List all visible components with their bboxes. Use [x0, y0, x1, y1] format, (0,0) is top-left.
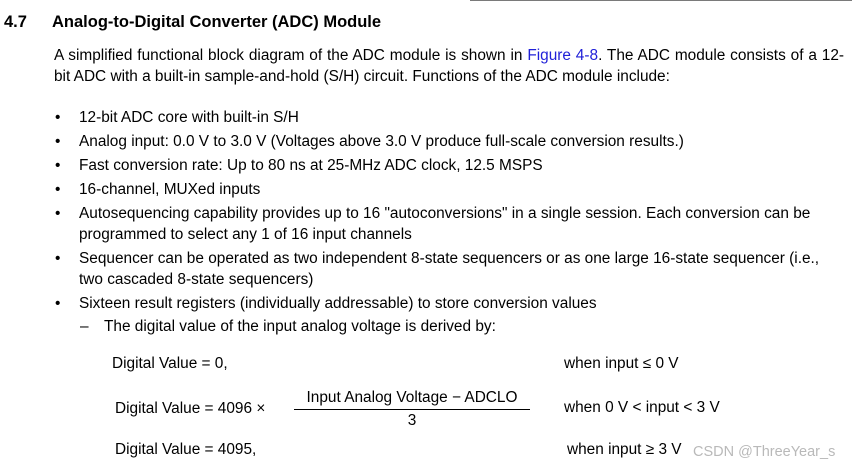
equation-1-condition: when input ≤ 0 V — [564, 355, 679, 372]
list-item — [54, 203, 844, 245]
feature-list — [54, 107, 844, 317]
list-item-text: 16-channel, MUXed inputs — [79, 181, 261, 198]
intro-text-end: . The ADC module consists of a 12-bit ADC with a built-in sample-and-hold (S/H) circuit. Functions of the ADC module include: — [54, 47, 844, 85]
sub-item-text: The digital value of the input analog voltage is derived by: — [104, 318, 496, 335]
equation-1-lhs: Digital Value = 0, — [112, 355, 228, 372]
section-number: 4.7 — [4, 13, 27, 31]
list-item — [54, 293, 844, 314]
fraction-bar — [294, 409, 530, 410]
bullet-icon: • — [55, 133, 61, 150]
list-item-text: Analog input: 0.0 V to 3.0 V (Voltages above 3.0 V produce full-scale conversion results.) — [79, 133, 684, 150]
section-heading — [4, 13, 381, 32]
dash-icon: – — [80, 318, 89, 335]
list-item — [54, 179, 844, 200]
equation-2-condition: when 0 V < input < 3 V — [564, 399, 720, 416]
equation-2-lhs: Digital Value = 4096 × — [115, 400, 266, 417]
fraction-denominator: 3 — [407, 412, 417, 429]
figure-link[interactable]: Figure 4-8 — [527, 47, 599, 64]
fraction-numerator: Input Analog Voltage − ADCLO — [306, 389, 518, 406]
list-item-text: Sequencer can be operated as two independent 8-state sequencers or as one large 16-state sequencer (i.e., two cascaded 8-state sequencers) — [79, 250, 820, 288]
list-item — [54, 131, 844, 152]
bullet-icon: • — [55, 295, 61, 312]
bullet-icon: • — [55, 205, 61, 222]
list-item — [54, 107, 844, 128]
equation-3-lhs: Digital Value = 4095, — [115, 441, 257, 458]
section-title: Analog-to-Digital Converter (ADC) Module — [52, 13, 382, 31]
list-item — [54, 155, 844, 176]
list-item-text: Fast conversion rate: Up to 80 ns at 25-MHz ADC clock, 12.5 MSPS — [79, 157, 543, 174]
bullet-icon: • — [55, 157, 61, 174]
bullet-icon: • — [55, 181, 61, 198]
list-item — [54, 248, 844, 290]
intro-paragraph — [54, 45, 844, 87]
list-item-text: Sixteen result registers (individually addressable) to store conversion values — [79, 295, 597, 312]
bullet-icon: • — [55, 250, 61, 267]
equation-2-fraction — [294, 389, 530, 430]
top-rule — [470, 0, 852, 1]
equation-3-condition: when input ≥ 3 V — [567, 441, 682, 458]
list-item-text: 12-bit ADC core with built-in S/H — [79, 109, 299, 126]
watermark: CSDN @ThreeYear_s — [693, 444, 836, 460]
sub-item — [80, 318, 496, 336]
intro-text-start: A simplified functional block diagram of the ADC module is shown in — [54, 47, 528, 64]
list-item-text: Autosequencing capability provides up to 16 "autoconversions" in a single session. Each conversion can be programmed to select any 1 of 16 input channels — [79, 205, 811, 243]
bullet-icon: • — [55, 109, 61, 126]
